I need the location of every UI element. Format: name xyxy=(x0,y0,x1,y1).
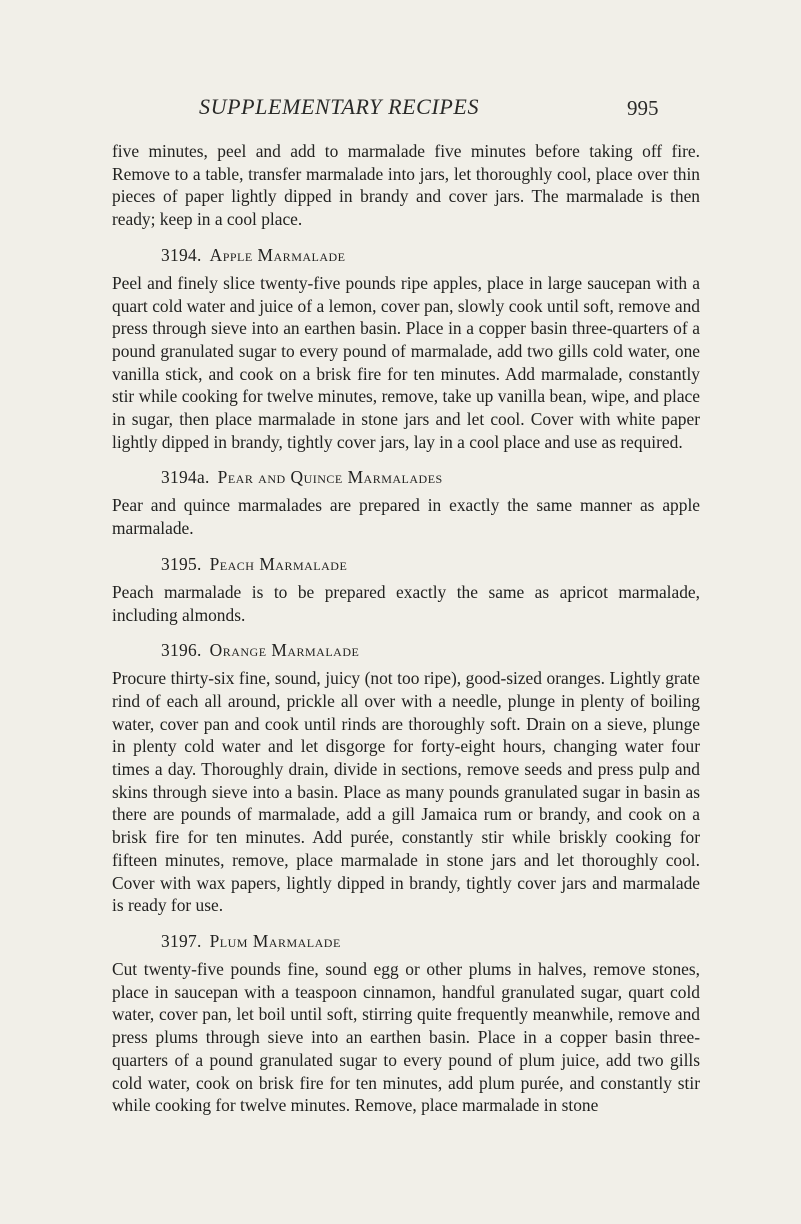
recipe-number: 3194a. xyxy=(161,467,210,488)
recipe-paragraph: Cut twenty-five pounds fine, sound egg or other plums in halves, remove stones, place in saucepan with a teaspoon cinnamon, handful granulated sugar, quart cold water, cover pan, let boil until soft, stirring quite frequently meanwhile, remove and press plums through sieve into an earthen basin. Place in a copper basin three-quarters of a pound granulated sugar to every pound of plum juice, add two gills cold water, cook on brisk fire for ten minutes, add plum purée, and constantly stir while cooking for twelve minutes. Remove, place marmalade in stone xyxy=(112,958,700,1116)
recipe-heading xyxy=(112,243,700,267)
page-number: 995 xyxy=(627,96,659,120)
recipe-title: Apple Marmalade xyxy=(209,244,346,265)
recipe-title: Orange Marmalade xyxy=(209,640,360,661)
running-head: SUPPLEMENTARY RECIPES xyxy=(199,94,480,119)
recipe-title: Peach Marmalade xyxy=(209,553,348,574)
page-body xyxy=(112,140,700,1117)
recipe-number: 3197. xyxy=(161,930,202,951)
recipe-number: 3196. xyxy=(161,640,202,661)
recipe-number: 3195. xyxy=(161,553,202,574)
recipe-paragraph: Procure thirty-six fine, sound, juicy (not too ripe), good-sized oranges. Lightly grate rind of each all around, prickle all over with a needle, plunge in plenty of boiling water, cover pan and cook until rinds are thoroughly soft. Drain on a sieve, plunge in plenty cold water and let disgorge for forty-eight hours, changing water four times a day. Thoroughly drain, divide in sections, remove seeds and press pulp and skins through sieve into a basin. Place as many pounds granulated sugar in basin as there are pounds of marmalade, add a gill Jamaica rum or brandy, and cook on a brisk fire for ten minutes. Add purée, constantly stir while briskly cooking for fifteen minutes, remove, place marmalade in stone jars and let thoroughly cool. Cover with wax papers, lightly dipped in brandy, tightly cover jars and marmalade is ready for use. xyxy=(112,668,700,916)
intro-paragraph: five minutes, peel and add to marmalade five minutes before taking off fire. Remove to a table, transfer marmalade into jars, let thoroughly cool, place over thin pieces of paper lightly dipped in brandy and cover jars. The marmalade is then ready; keep in a cool place. xyxy=(112,141,700,230)
recipe-title: Plum Marmalade xyxy=(209,930,341,951)
recipe-paragraph: Peel and finely slice twenty-five pounds ripe apples, place in large saucepan with a quart cold water and juice of a lemon, cover pan, slowly cook until soft, remove and press through sieve into an earthen basin. Place in a copper basin three-quarters of a pound granulated sugar to every pound of marmalade, add two gills cold water, one vanilla stick, and cook on a brisk fire for ten minutes. Add marmalade, constantly stir while cooking for twelve minutes, remove, take up vanilla bean, wipe, and place in sugar, then place marmalade in stone jars and let cool. Cover with white paper lightly dipped in brandy, tightly cover jars, lay in a cool place and use as required. xyxy=(112,272,700,452)
recipe-heading xyxy=(112,929,700,953)
recipe-heading xyxy=(112,552,700,576)
recipe-paragraph: Pear and quince marmalades are prepared in exactly the same manner as apple marmalade. xyxy=(112,495,700,539)
recipe-heading xyxy=(112,638,700,662)
recipe-heading xyxy=(112,465,700,489)
recipe-title: Pear and Quince Marmalades xyxy=(217,467,443,488)
recipe-paragraph: Peach marmalade is to be prepared exactly the same as apricot marmalade, including almonds. xyxy=(112,581,700,625)
page-header xyxy=(0,94,801,124)
recipe-number: 3194. xyxy=(161,244,202,265)
